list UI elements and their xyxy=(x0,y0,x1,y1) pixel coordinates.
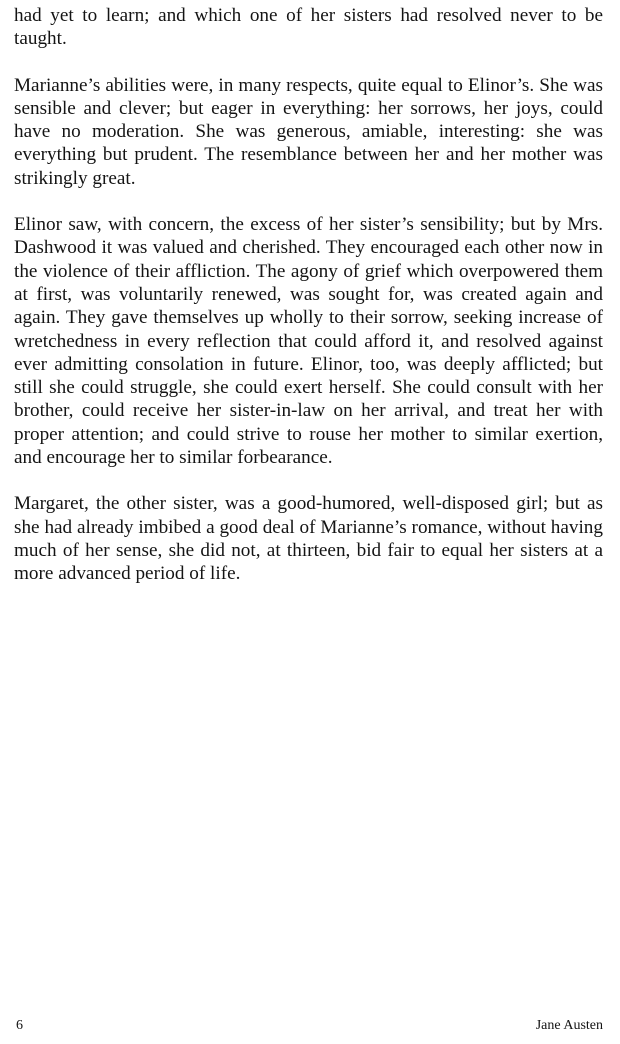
paragraph-4: Margaret, the other sister, was a good-humored, well-disposed girl; but as she had already imbibed a good deal of Marianne’s romance, without having much of her sense, she did not, at thirteen, bid fair to equal her sisters at a more advanced period of life. xyxy=(14,493,603,585)
page-footer xyxy=(16,1017,603,1035)
paragraph-1: had yet to learn; and which one of her sisters had resolved never to be taught. xyxy=(14,5,603,50)
page-number: 6 xyxy=(16,1018,23,1033)
running-author: Jane Austen xyxy=(535,1018,603,1033)
body-text xyxy=(14,4,603,609)
paragraph-3: Elinor saw, with concern, the excess of her sister’s sensibility; but by Mrs. Dashwood it was valued and cherished. They encouraged each other now in the violence of their affliction. The agony of grief which overpowered them at first, was voluntarily renewed, was sought for, was created again and again. They gave themselves up wholly to their sorrow, seeking increase of wretchedness in every reflection that could afford it, and resolved against ever admitting consolation in future. Elinor, too, was deeply afflicted; but still she could struggle, she could exert herself. She could consult with her brother, could receive her sister-in-law on her arrival, and treat her with proper attention; and could strive to rouse her mother to similar exertion, and encourage her to similar forbearance. xyxy=(14,214,603,469)
paragraph-2: Marianne’s abilities were, in many respects, quite equal to Elinor’s. She was sensible and clever; but eager in everything: her sorrows, her joys, could have no moderation. She was generous, amiable, interesting: she was everything but prudent. The resemblance between her and her mother was strikingly great. xyxy=(14,74,603,189)
